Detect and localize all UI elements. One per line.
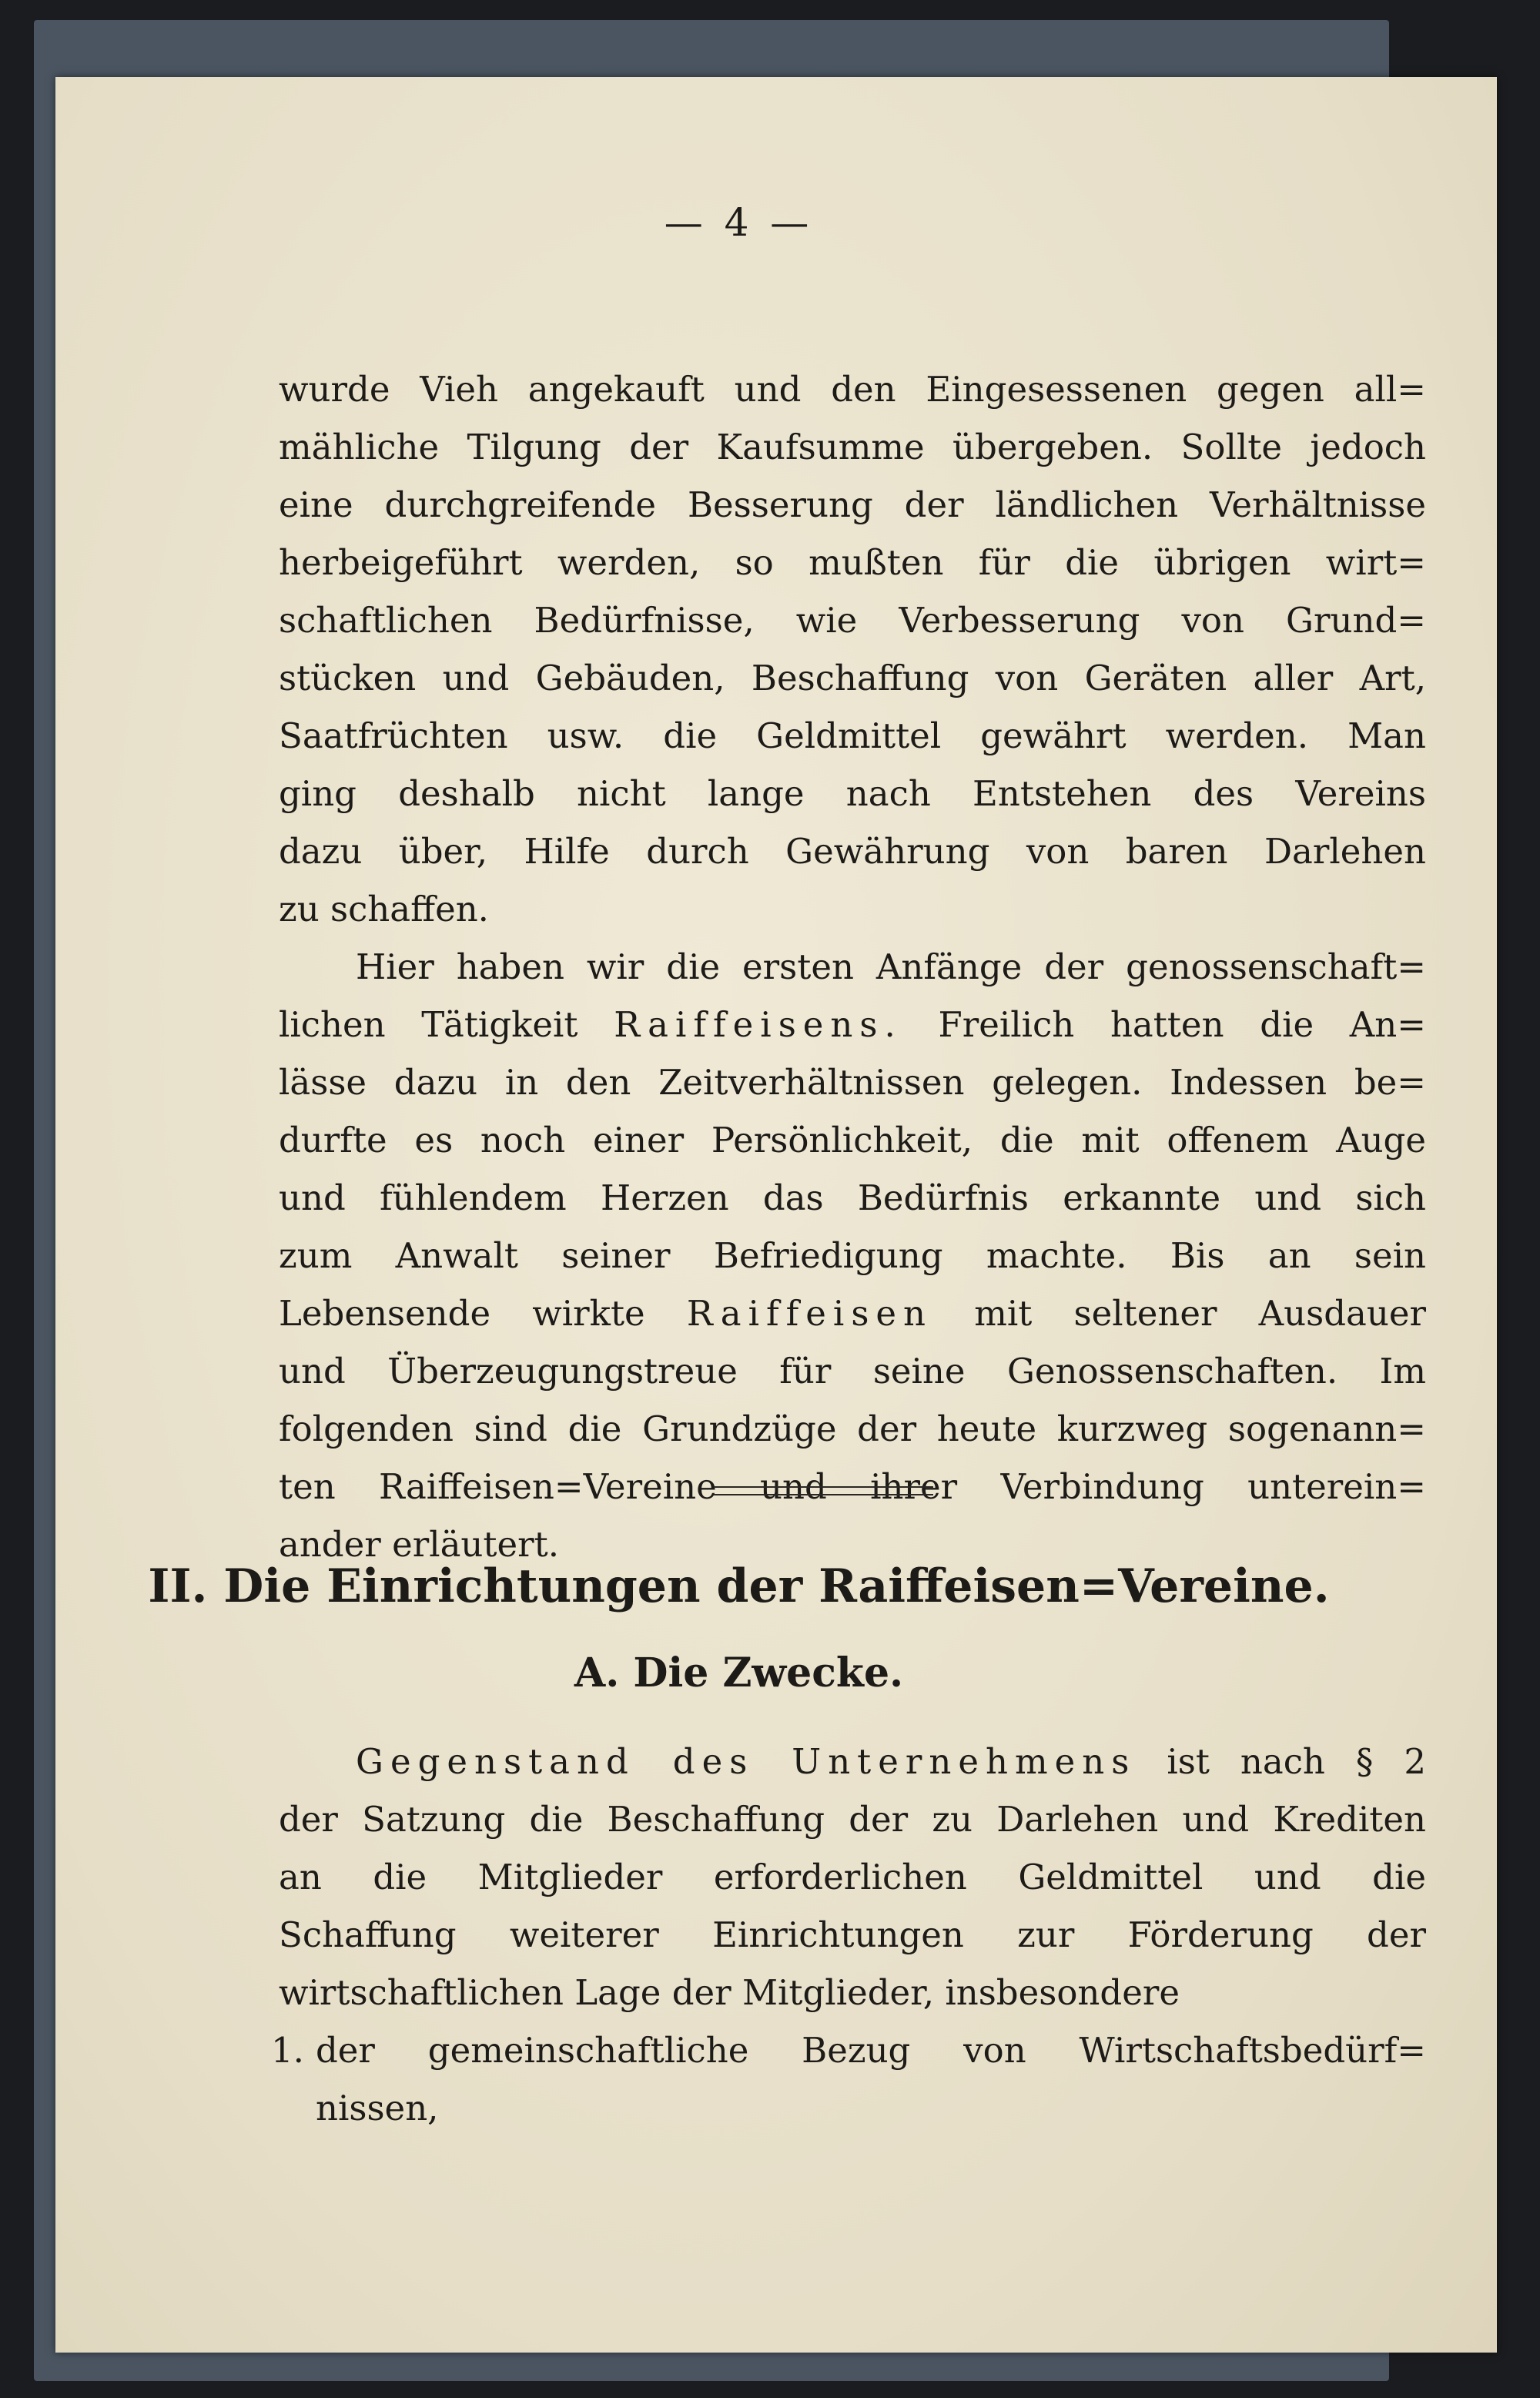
text-line: herbeigeführt werden, so mußten für die übrigen wirt= [279,542,1426,583]
section-heading: II. Die Einrichtungen der Raiffeisen=Vereine. [148,1559,1330,1613]
text-segment: mit seltener Ausdauer [974,1293,1426,1334]
text-line: folgenden sind die Grundzüge der heute kurzweg sogenann= [279,1408,1426,1449]
document-page [55,77,1497,2353]
double-rule-divider [714,1486,933,1495]
text-line: nissen, [316,2088,439,2128]
text-line: zu schaffen. [279,889,489,929]
text-segment: Lebensende wirkte [279,1293,645,1334]
text-line: Schaffung weiterer Einrichtungen zur Förderung der [279,1914,1426,1955]
text-line: lässe dazu in den Zeitverhältnissen gelegen. Indessen be= [279,1062,1426,1103]
text-line: stücken und Gebäuden, Beschaffung von Geräten aller Art, [279,658,1426,698]
text-line: Hier haben wir die ersten Anfänge der genossenschaft= [356,946,1426,987]
text-line: ander erläutert. [279,1524,560,1565]
text-line: und Überzeugungstreue für seine Genossenschaften. Im [279,1351,1426,1392]
text-line: durfte es noch einer Persönlichkeit, die mit offenem Auge [279,1120,1426,1160]
list-number: 1. [271,2030,304,2071]
text-line: und fühlendem Herzen das Bedürfnis erkannte und sich [279,1177,1426,1218]
list-item [271,2021,1426,2137]
text-line [279,1733,1426,1790]
paragraph-3 [279,1733,1426,2021]
text-line: ging deshalb nicht lange nach Entstehen des Vereins [279,773,1426,814]
text-line: mähliche Tilgung der Kaufsumme übergeben. Sollte jedoch [279,427,1426,467]
text-segment: Freilich hatten die An= [938,1004,1426,1045]
text-line: an die Mitglieder erforderlichen Geldmittel und die [279,1857,1426,1897]
text-segment: ist nach § 2 [1167,1741,1426,1782]
paragraph-2 [279,938,1426,1573]
text-line [279,996,1426,1053]
text-line: der gemeinschaftliche Bezug von Wirtschaftsbedürf= [316,2030,1426,2071]
text-line: dazu über, Hilfe durch Gewährung von baren Darlehen [279,831,1426,872]
text-segment: lichen Tätigkeit [279,1004,578,1045]
sub-heading: A. Die Zwecke. [574,1649,904,1696]
text-line: zum Anwalt seiner Befriedigung machte. Bis an sein [279,1235,1426,1276]
paragraph-1 [279,360,1426,938]
text-line: wurde Vieh angekauft und den Eingesessenen gegen all= [279,369,1426,410]
text-line: der Satzung die Beschaffung der zu Darlehen und Krediten [279,1799,1426,1840]
text-line [279,1284,1426,1342]
text-line: schaftlichen Bedürfnisse, wie Verbesserung von Grund= [279,600,1426,641]
name-raiffeisen: Raiffeisen [686,1293,933,1334]
page-number: — 4 — [664,200,814,245]
text-line: wirtschaftlichen Lage der Mitglieder, insbesondere [279,1972,1180,2013]
spaced-phrase: Gegenstand des Unternehmens [356,1741,1137,1782]
text-line: ten Raiffeisen=Vereine und ihrer Verbindung unterein= [279,1466,1426,1507]
name-raiffeisens: Raiffeisens. [614,1004,902,1045]
text-line: Saatfrüchten usw. die Geldmittel gewährt werden. Man [279,715,1426,756]
text-line: eine durchgreifende Besserung der ländlichen Verhältnisse [279,484,1426,525]
